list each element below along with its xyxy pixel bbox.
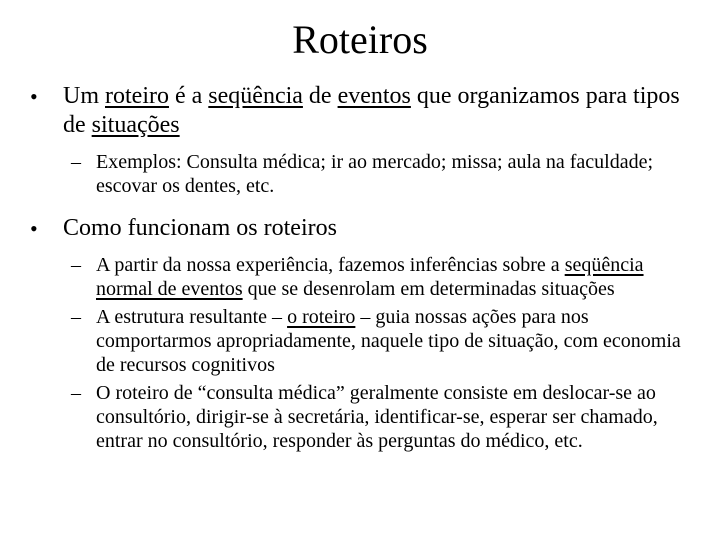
underlined-term: eventos: [337, 83, 411, 109]
sub-bullet-marker: –: [71, 306, 81, 328]
text-run: Um: [63, 83, 105, 109]
sub-bullet-marker: –: [71, 382, 81, 404]
text-run: A partir da nossa experiência, fazemos inferências sobre a: [96, 254, 565, 276]
text-run: Como funcionam os roteiros: [63, 215, 337, 241]
text-run: Exemplos: Consulta médica; ir ao mercado; missa; aula na faculdade; escovar os dentes, etc.: [96, 151, 654, 197]
underlined-term: seqüência: [208, 83, 303, 109]
text-run: que organizamos para tipos de: [63, 83, 680, 138]
text-run: A estrutura resultante –: [96, 306, 288, 328]
bullet-marker: •: [30, 216, 38, 241]
sub-bullet-estrutura: [0, 305, 720, 377]
text-run: que se desenrolam em determinadas situações: [242, 278, 615, 300]
sub-bullet-consulta-medica: [0, 381, 720, 453]
underlined-term: seqüência normal de eventos: [96, 254, 644, 300]
text-run: é a: [168, 83, 209, 109]
underlined-term: roteiro: [105, 83, 169, 109]
bullet-roteiro-definition: [0, 82, 720, 140]
text-run: – guia nossas ações para nos comportarmos apropriadamente, naquele tipo de situação, com economia de recursos cognitivos: [96, 306, 681, 376]
slide-title: Roteiros: [292, 17, 428, 62]
bullet-como-funcionam: [0, 214, 720, 243]
bullet-marker: •: [30, 84, 38, 109]
text-run: O roteiro de “consulta médica” geralmente consiste em deslocar-se ao consultório, dirigir-se à secretária, identificar-se, esperar ser chamado, entrar no consultório, responder às perguntas do médico, etc.: [96, 382, 658, 452]
sub-bullet-marker: –: [71, 151, 81, 173]
underlined-term: o roteiro: [287, 306, 356, 328]
sub-bullet-experiencia: [0, 253, 720, 301]
underlined-term: situações: [91, 112, 180, 138]
slide-content: [0, 82, 720, 453]
text-run: de: [302, 83, 338, 109]
sub-bullet-exemplos: [0, 150, 720, 198]
sub-bullet-marker: –: [71, 254, 81, 276]
